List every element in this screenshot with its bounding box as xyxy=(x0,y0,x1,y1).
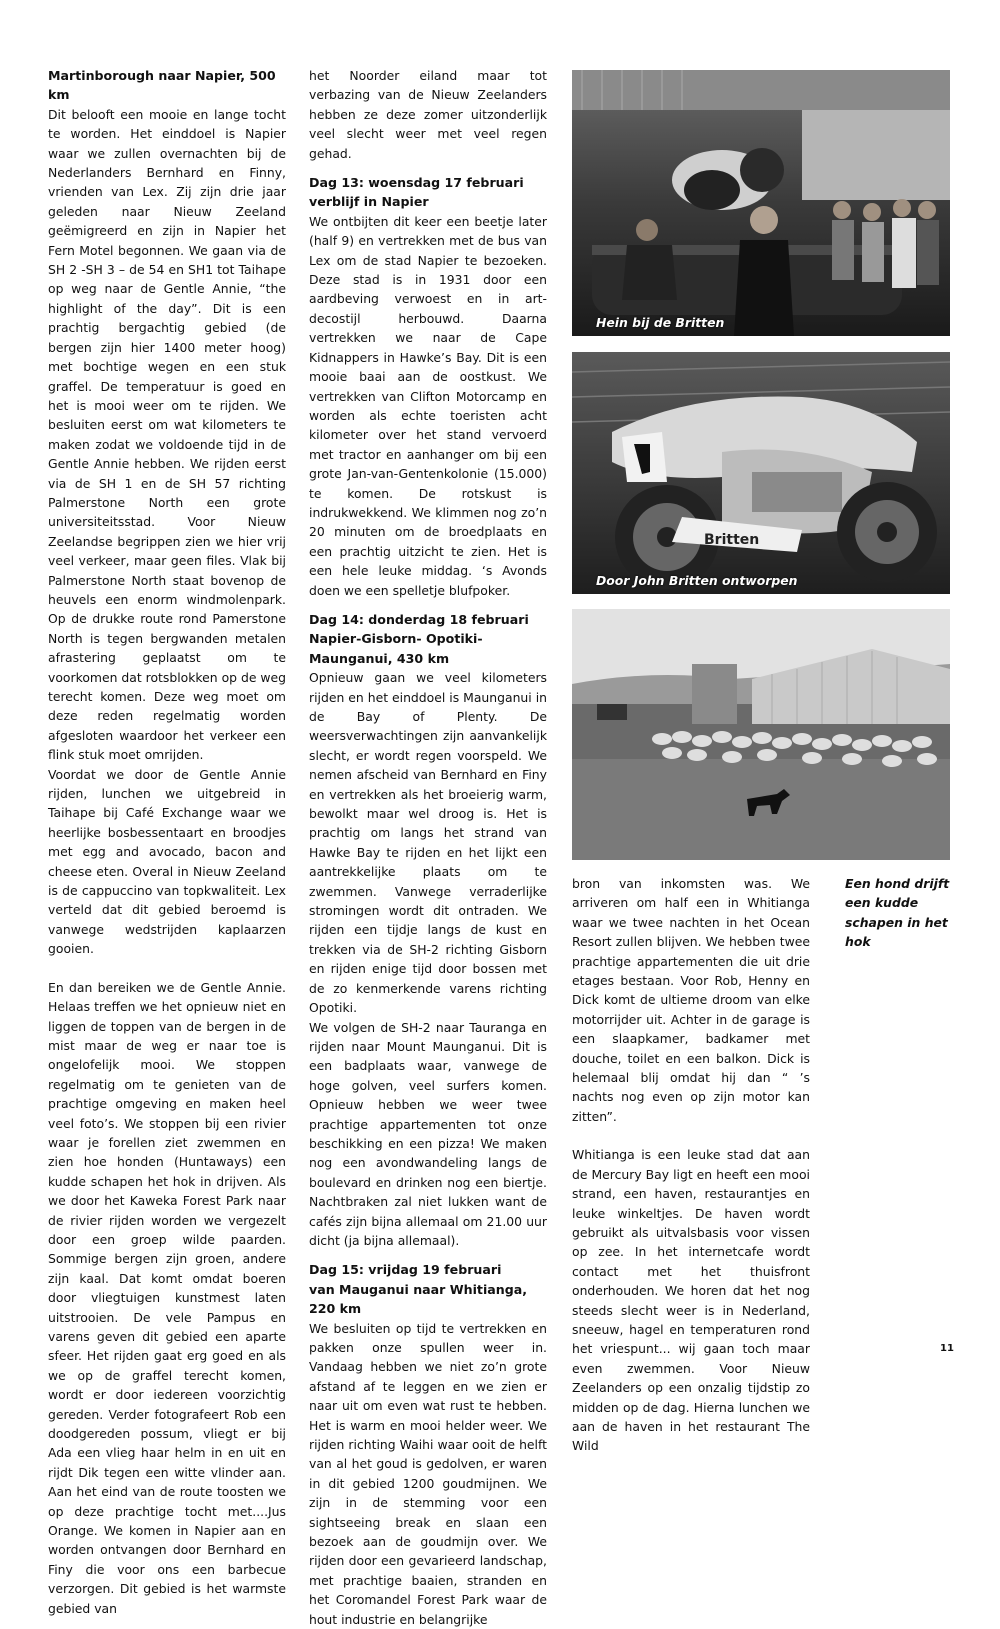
paragraph: bron van inkomsten was. We arriveren om half een in Whitianga waar we twee nachten in het Ocean Resort zullen blijven. We hebben twee prachtige appartementen die uit drie etages bestaan. Voor Rob, Henny en Dick komt de ultieme droom van elke motorrijder uit. Achter in de garage is een slaapkamer, badkamer met douche, toilet en een balkon. Dick is helemaal blij omdat hij dan “ ’s nachts nog even op zijn motor kan zitten”. xyxy=(572,876,810,1124)
photo-museum-image xyxy=(572,70,950,336)
page-number: 11 xyxy=(940,1343,954,1354)
photo-sheep-image xyxy=(572,609,950,860)
section-heading-day-14: Dag 14: donderdag 18 februari Napier-Gisborn- Opotiki- Maunganui, 430 km xyxy=(309,611,529,666)
photo-dog-herding-sheep xyxy=(572,609,950,860)
text-column-3 xyxy=(572,874,810,1456)
paragraph: Voordat we door de Gentle Annie rijden, lunchen we uitgebreid in Taihape bij Café Exchange waar we heerlijke bosbessentaart en broodjes met egg and avocado, bacon and cheese eten. Overal in Nieuw Zeeland is de cappuccino van topkwaliteit. Lex verteld dat dit gebied beroemd is vanwege wedstrijden kaplaarzen gooien. xyxy=(48,766,286,957)
paragraph: We ontbijten dit keer een beetje later (half 9) en vertrekken met de bus van Lex om de stad Napier te bezoeken. Deze stad is in 1931 door een aardbeving verwoest en in art-decostijl herbouwd. Daarna vertrekken we naar de Cape Kidnappers in Hawke’s Bay. Dit is een mooie baai aan de oostkust. We vertrekken van Clifton Motorcamp en worden als echte toeristen acht kilometer over het stand vervoerd met tractor en aanhanger om bij een grote Jan-van-Gentenkolonie (15.000) te komen. De rotskust is indrukwekkend. We klimmen nog zo’n 20 minuten om de broedplaats en een prachtig uitzicht te zien. Het is een hele leuke middag. ‘s Avonds doen we een spelletje blufpoker. xyxy=(309,213,547,598)
photo-museum-britten xyxy=(572,70,950,336)
section-heading-day-15 xyxy=(309,1260,547,1318)
heading-line: Dag 13: woensdag 17 februari xyxy=(309,175,524,191)
paragraph: We besluiten op tijd te vertrekken en pakken onze spullen weer in. Vandaag hebben we niet zo’n grote afstand af te leggen en we zien er naar uit om even wat rust te hebben. Het is warm en mooi helder weer. We rijden richting Waihi waar ooit de helft van al het goud is gedolven, er waren in dit gebied 1200 goudmijnen. We zijn in de stemming voor een sightseeing break en slaan een bezoek aan de goudmijn over. We rijden door een gevarieerd landschap, met prachtige baaien, stranden en het Coromandel Forest Park waar de hout industrie en belangrijke xyxy=(309,1320,547,1627)
paragraph: En dan bereiken we de Gentle Annie. Helaas treffen we het opnieuw niet en liggen de toppen van de bergen in de mist maar de weg er naar toe is ongelofelijk mooi. We stoppen regelmatig om te genieten van de prachtige omgeving en maken heel veel foto’s. We stoppen bij een rivier waar je forellen ziet zwemmen en zien hoe honden (Huntaways) een kudde schapen het hok in drijven. Als we door het Kaweka Forest Park naar de rivier rijden worden we vergezelt door een groep wilde paarden. Sommige bergen zijn groen, andere zijn kaal. Dat komt omdat boeren door vliegtuigen kunstmest laten uitstrooien. De vele Pampus en varens geven dit gebied een aparte sfeer. Het rijden gaat erg goed en als we op de graffel terecht komen, wordt er door iedereen voorzichtig gereden. Verder fotografeert Rob een doodgereden possum, vliegt er bij Ada een vlieg haar helm in en uit en rijdt Dik tegen een witte vlinder aan. Aan het eind van de route toosten we op deze prachtige tocht met....Jus Orange. We komen in Napier aan en worden ontvangen door Bernhard en Finy die voor ons een barbecue verzorgen. Dit gebied is het warmste gebied van xyxy=(48,979,286,1616)
photo-caption: Door John Britten ontworpen xyxy=(596,573,798,588)
paragraph: Whitianga is een leuke stad dat aan de Mercury Bay ligt en heeft een mooi strand, een haven, restaurantjes en leuke winkeltjes. De haven wordt gebruikt als uitvalsbasis voor vissen op zee. In het internetcafe wordt contact met het thuisfront onderhouden. We horen dat het nog steeds slecht weer is in Nederland, sneeuw, hagel en temperaturen rond het vriespunt... wij gaan toch maar even zwemmen. Voor Nieuw Zeelanders op een onzalig tijdstip zo midden op de dag. Hierna lunchen we aan de haven in het restaurant The Wild xyxy=(572,1147,810,1454)
bike-brand-text: Britten xyxy=(704,532,760,548)
heading-line: van Mauganui naar Whitianga, 220 km xyxy=(309,1281,528,1317)
heading-line: verblijf in Napier xyxy=(309,194,429,210)
text-column-1 xyxy=(48,66,286,1618)
photo-caption: Hein bij de Britten xyxy=(596,315,725,330)
paragraph: Dit belooft een mooie en lange tocht te worden. Het einddoel is Napier waar we zullen overnachten bij de Nederlanders Bernhard en Finny, vrienden van Lex. Zij zijn drie jaar geleden naar Nieuw Zeeland geëmigreerd en zijn in Napier het Fern Motel begonnen. We gaan via de SH 2 -SH 3 – de 54 en SH1 tot Taihape op weg naar de Gentle Annie, “the highlight of the day”. Dit is een prachtig bergachtig gebied (de bergen zijn hier 1400 meter hoog) met bochtige wegen en een stuk graffel. De temperatuur is goed en het is mooi weer om te rijden. We besluiten eerst om wat kilometers te maken zodat we voldoende tijd in de Gentle Annie hebben. We rijden eerst via de SH 1 en de SH 57 richting Palmerstone North een grote universiteitsstad. Voor Nieuw Zeelandse begrippen zien we hier vrij veel verkeer, maar geen files. Vlak bij Palmerstone North staat bovenop de heuvels een enorm windmolenpark. Op de drukke route rond Pamerstone North is tegen bergwanden metalen afrastering geplaatst om te voorkomen dat rotsblokken op de weg terecht komen. Deze weg moet om deze reden regelmatig worden afgesloten waardoor het verkeer een flink stuk moet omrijden. xyxy=(48,106,287,763)
paragraph: Opnieuw gaan we veel kilometers rijden en het einddoel is Maunganui in de Bay of Plenty. De weersverwachtingen zijn aanvankelijk slecht, er wordt regen voorspeld. We nemen afscheid van Bernhard en Finy en vertrekken als het broeierig warm, bewolkt maar wel droog is. Het is prachtig om langs het strand van Hawke Bay te rijden en het lijkt een aantrekkelijke plaats om te zwemmen. Vanwege verraderlijke stromingen wordt dit ontraden. We rijden een tijdje langs de kust en trekken via de SH-2 richting Gisborn en rijden enige tijd door bossen met de zo kenmerkende varens richting Opotiki. xyxy=(309,670,547,1016)
heading-line: Dag 15: vrijdag 19 februari xyxy=(309,1262,502,1278)
photo-britten-motorcycle xyxy=(572,352,950,594)
side-caption: Een hond drijft een kudde schapen in het hok xyxy=(845,876,950,950)
paragraph: het Noorder eiland maar tot verbazing van de Nieuw Zeelanders hebben ze deze zomer uitzonderlijk veel slecht weer met veel regen gehad. xyxy=(309,68,547,161)
photo-britten-image xyxy=(572,352,950,594)
text-column-2 xyxy=(309,66,547,1629)
section-heading-martinborough-napier: Martinborough naar Napier, 500 km xyxy=(48,68,276,103)
section-heading-day-13 xyxy=(309,173,547,212)
paragraph: We volgen de SH-2 naar Tauranga en rijden naar Mount Maunganui. Dit is een badplaats waar, vanwege de hoge golven, veel surfers komen. Opnieuw hebben we weer twee prachtige appartementen tot onze beschikking en een pizza! We maken nog een avondwandeling langs de boulevard en drinken nog een biertje. Nachtbraken zal niet lukken want de cafés zijn bijna allemaal om 21.00 uur dicht (ja bijna allemaal). xyxy=(309,1019,547,1248)
